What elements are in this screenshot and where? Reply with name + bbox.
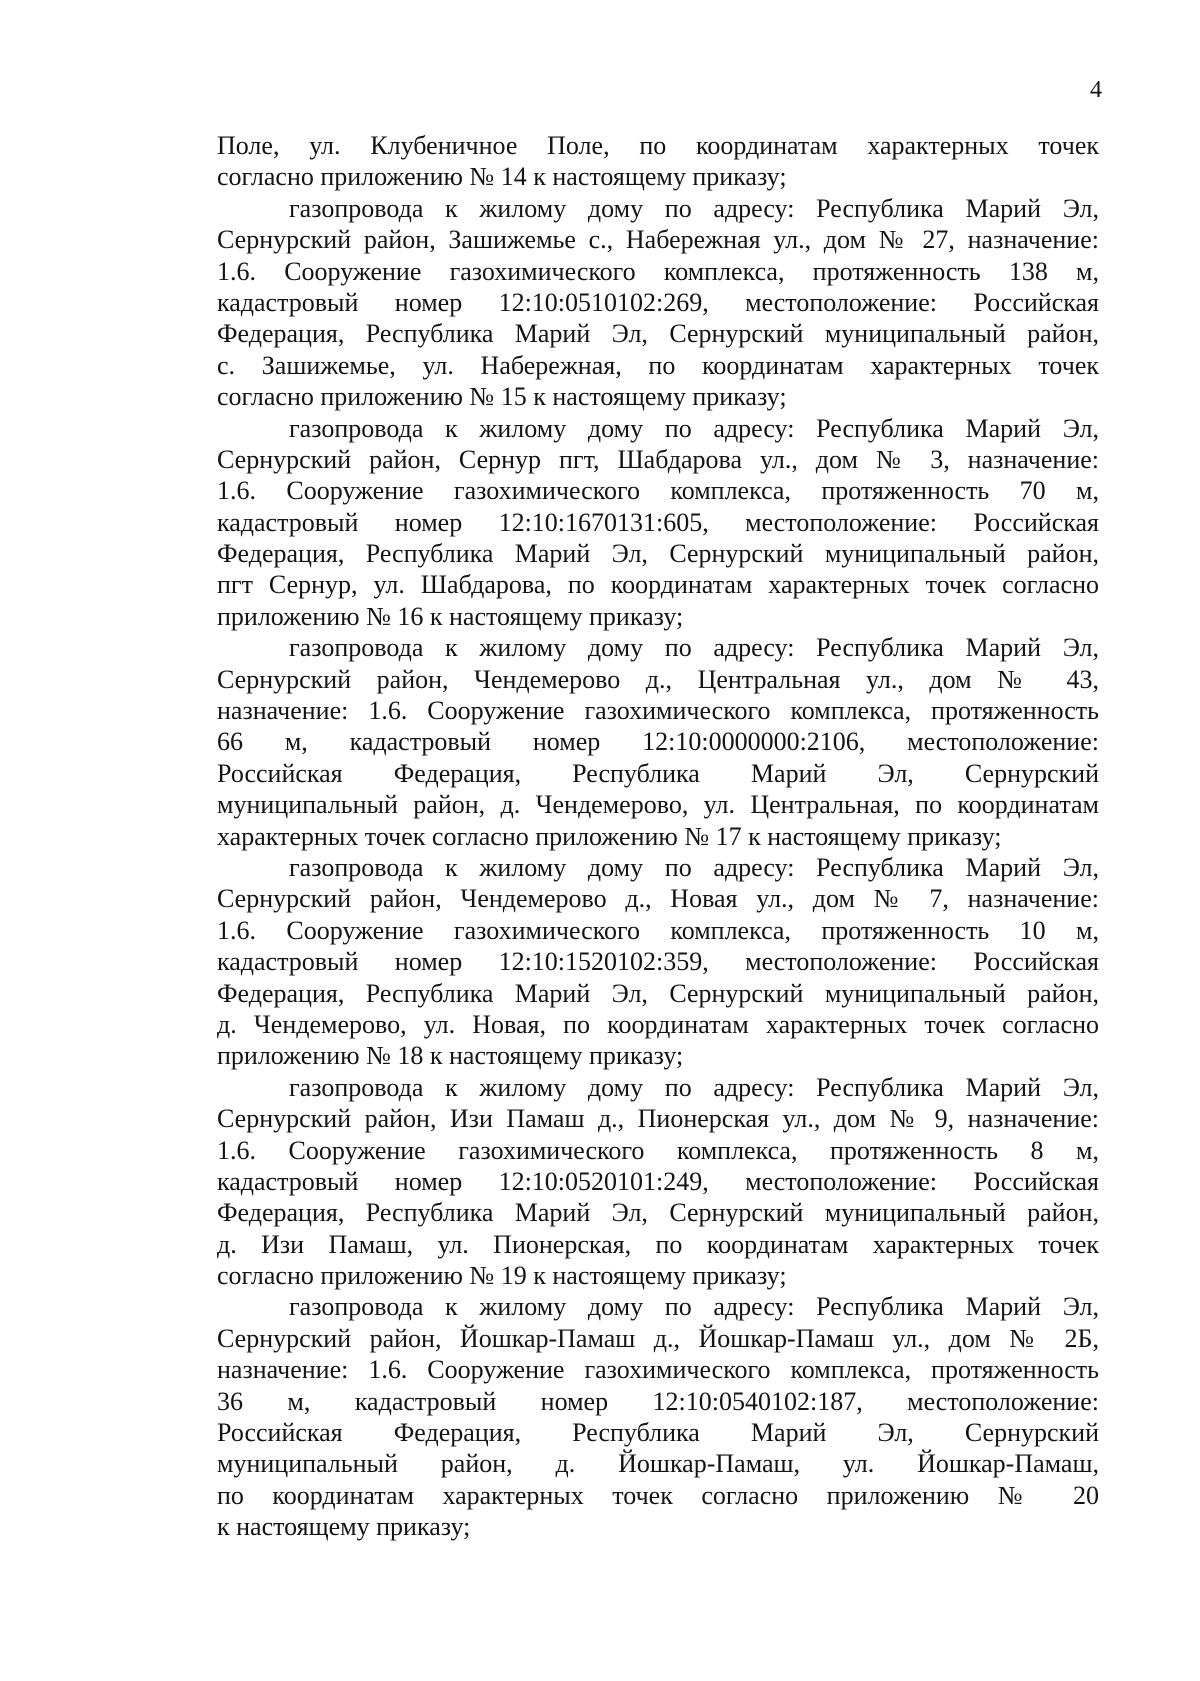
text-line: назначение: 1.6. Сооружение газохимического комплекса, протяженность (217, 696, 1099, 726)
text-line: Федерация, Республика Марий Эл, Сернурский муниципальный район, (217, 1198, 1099, 1228)
page-number: 4 (1090, 77, 1102, 103)
text-line: 36 м, кадастровый номер 12:10:0540102:187, местоположение: (217, 1386, 1099, 1416)
text-line: Сернурский район, Чендемерово д., Центральная ул., дом № 43, (217, 664, 1099, 694)
text-line: приложению № 18 к настоящему приказу; (217, 1041, 684, 1071)
document-body (217, 130, 1099, 1543)
paragraph-first-line: газопровода к жилому дому по адресу: Республика Марий Эл, (289, 852, 1099, 882)
text-line: Федерация, Республика Марий Эл, Сернурский муниципальный район, (217, 978, 1099, 1008)
text-line: д. Изи Памаш, ул. Пионерская, по координатам характерных точек (217, 1229, 1099, 1259)
paragraph-first-line: газопровода к жилому дому по адресу: Республика Марий Эл, (289, 1292, 1099, 1322)
text-line: муниципальный район, д. Йошкар-Памаш, ул. Йошкар-Памаш, (217, 1449, 1099, 1479)
text-line: Сернурский район, Чендемерово д., Новая ул., дом № 7, назначение: (217, 884, 1099, 914)
text-line: характерных точек согласно приложению № 17 к настоящему приказу; (217, 821, 1002, 851)
text-line: 1.6. Сооружение газохимического комплекса, протяженность 70 м, (217, 476, 1099, 506)
text-line: кадастровый номер 12:10:0510102:269, местоположение: Российская (217, 287, 1099, 317)
text-line: Российская Федерация, Республика Марий Эл, Сернурский (217, 758, 1099, 788)
text-line: с. Зашижемье, ул. Набережная, по координатам характерных точек (217, 350, 1099, 380)
text-line: Поле, ул. Клубеничное Поле, по координатам характерных точек (217, 131, 1099, 160)
text-line: д. Чендемерово, ул. Новая, по координатам характерных точек согласно (217, 1009, 1099, 1039)
paragraph-first-line: газопровода к жилому дому по адресу: Республика Марий Эл, (289, 193, 1099, 223)
text-line: 66 м, кадастровый номер 12:10:0000000:2106, местоположение: (217, 727, 1099, 757)
text-line: Федерация, Республика Марий Эл, Сернурский муниципальный район, (217, 319, 1099, 349)
paragraph-first-line: газопровода к жилому дому по адресу: Республика Марий Эл, (289, 1072, 1099, 1102)
text-line: по координатам характерных точек согласно приложению № 20 (217, 1480, 1099, 1510)
paragraph-first-line: газопровода к жилому дому по адресу: Республика Марий Эл, (289, 413, 1099, 443)
text-line: Федерация, Республика Марий Эл, Сернурский муниципальный район, (217, 539, 1099, 569)
paragraph-first-line: газопровода к жилому дому по адресу: Республика Марий Эл, (289, 633, 1099, 663)
text-line: кадастровый номер 12:10:1520102:359, местоположение: Российская (217, 947, 1099, 977)
text-line: приложению № 16 к настоящему приказу; (217, 601, 684, 631)
text-line: согласно приложению № 14 к настоящему приказу; (217, 162, 787, 192)
text-line: Сернурский район, Йошкар-Памаш д., Йошкар-Памаш ул., дом № 2Б, (217, 1323, 1099, 1353)
text-line: 1.6. Сооружение газохимического комплекса, протяженность 138 м, (217, 256, 1099, 286)
text-line: 1.6. Сооружение газохимического комплекса, протяженность 8 м, (217, 1135, 1099, 1165)
text-line: муниципальный район, д. Чендемерово, ул. Центральная, по координатам (217, 790, 1099, 820)
text-line: кадастровый номер 12:10:1670131:605, местоположение: Российская (217, 507, 1099, 537)
text-line: Сернурский район, Сернур пгт, Шабдарова ул., дом № 3, назначение: (217, 444, 1099, 474)
text-line: к настоящему приказу; (217, 1512, 471, 1542)
text-line: Сернурский район, Зашижемье с., Набережная ул., дом № 27, назначение: (217, 225, 1099, 255)
text-line: согласно приложению № 19 к настоящему приказу; (217, 1261, 787, 1291)
text-line: Российская Федерация, Республика Марий Эл, Сернурский (217, 1418, 1099, 1448)
text-line: пгт Сернур, ул. Шабдарова, по координатам характерных точек согласно (217, 570, 1099, 600)
text-line: Сернурский район, Изи Памаш д., Пионерская ул., дом № 9, назначение: (217, 1104, 1099, 1134)
text-line: кадастровый номер 12:10:0520101:249, местоположение: Российская (217, 1166, 1099, 1196)
text-line: 1.6. Сооружение газохимического комплекса, протяженность 10 м, (217, 915, 1099, 945)
text-line: назначение: 1.6. Сооружение газохимического комплекса, протяженность (217, 1355, 1099, 1385)
text-line: согласно приложению № 15 к настоящему приказу; (217, 382, 787, 412)
